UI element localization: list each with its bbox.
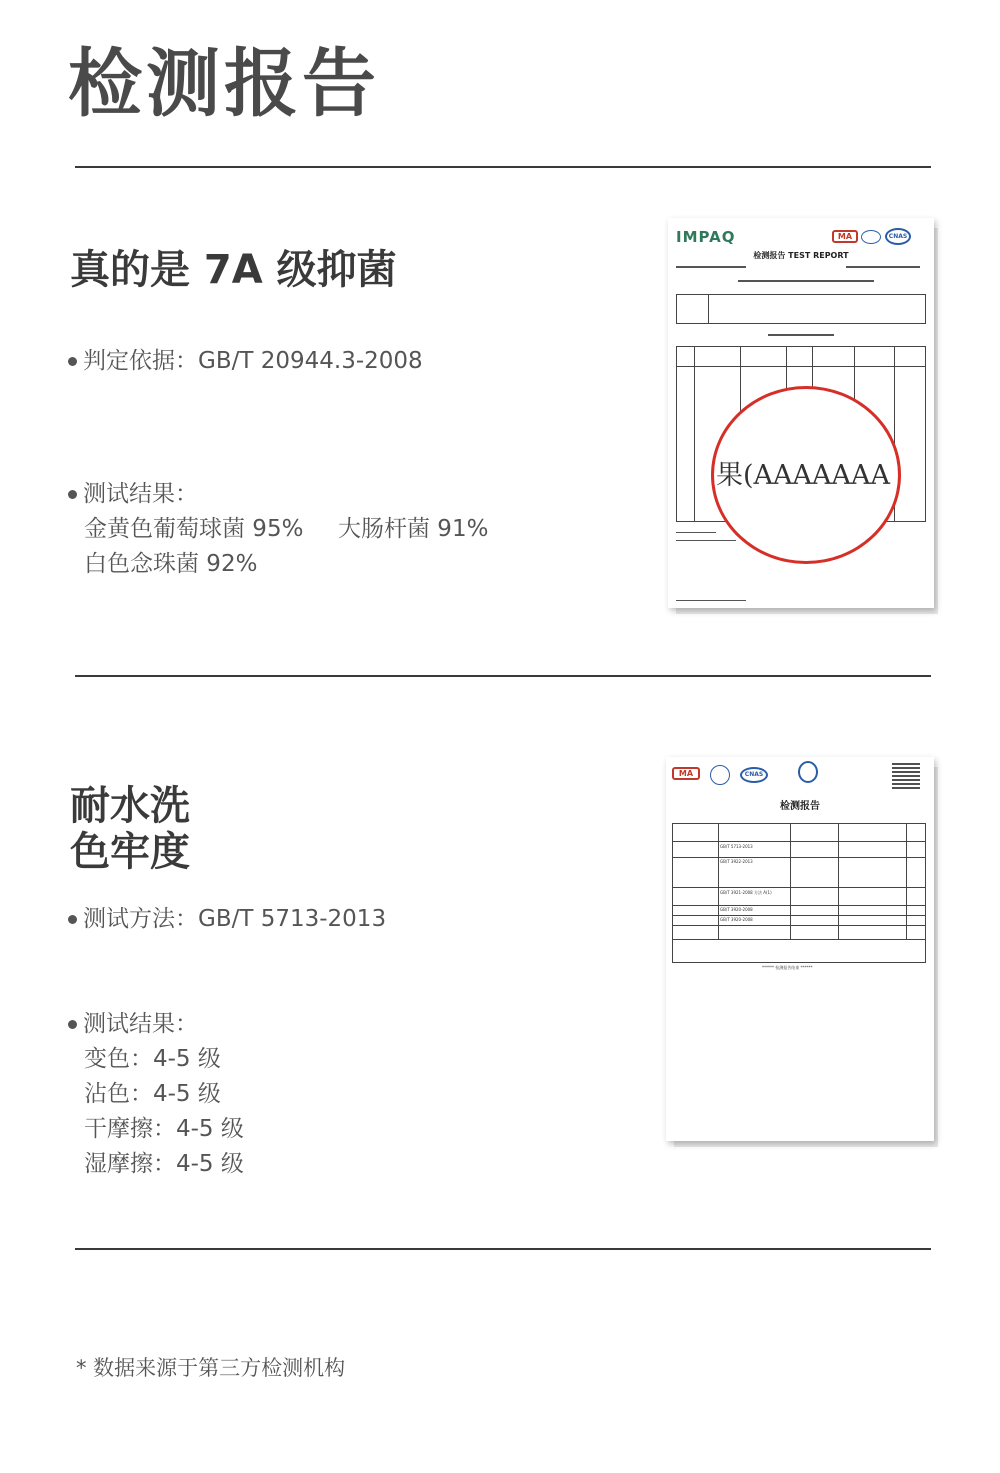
text-line <box>738 280 874 282</box>
text-line <box>676 600 746 601</box>
standard-cell: GB/T 3920-2008 <box>720 917 753 922</box>
method-text: 测试方法：GB/T 5713-2013 <box>83 906 387 932</box>
text-line <box>676 532 716 533</box>
footnote: * 数据来源于第三方检测机构 <box>76 1356 346 1380</box>
sample-table <box>676 294 926 324</box>
test-report-image-2 <box>666 757 934 1141</box>
qr-code-icon <box>892 761 920 789</box>
text-line <box>846 266 920 268</box>
section2-result-label <box>68 1011 198 1039</box>
cma-logo-icon: MA <box>832 230 858 243</box>
table-line <box>672 925 926 926</box>
report-logo: IMPAQ <box>676 228 736 246</box>
table-line <box>672 841 926 842</box>
report-heading: 检测报告 TEST REPORT <box>753 251 849 260</box>
bullet-dot <box>68 490 77 499</box>
magnified-text: 果(AAAAAAA <box>716 460 891 491</box>
cnas-logo-icon: CNAS <box>740 767 768 783</box>
table-line <box>676 366 926 367</box>
table-line <box>790 823 791 939</box>
section2-title-line1: 耐水洗 <box>70 783 190 829</box>
table-line <box>838 823 839 939</box>
result-line-1a: 金黄色葡萄球菌 95% <box>84 516 304 542</box>
standard-cell: GB/T 3921-2008 方法 A(1) <box>720 890 772 895</box>
text-line <box>676 266 746 268</box>
basis-text: 判定依据：GB/T 20944.3-2008 <box>83 348 423 374</box>
section2-method <box>68 906 386 934</box>
table-line <box>672 857 926 858</box>
table-line <box>718 823 719 939</box>
text-line <box>676 540 736 541</box>
text-line <box>768 334 834 336</box>
ilac-logo-icon <box>861 230 881 244</box>
divider <box>75 1248 931 1250</box>
section1-title: 真的是 7A 级抑菌 <box>70 247 397 293</box>
page-title: 检测报告 <box>68 41 380 127</box>
bullet-dot <box>68 915 77 924</box>
section1-result-label <box>68 481 198 509</box>
standard-cell: GB/T 3920-2008 <box>720 907 753 912</box>
seal-icon <box>798 761 818 783</box>
table-line <box>672 915 926 916</box>
divider <box>75 166 931 168</box>
divider <box>75 675 931 677</box>
result-line-1b: 大肠杆菌 91% <box>338 516 489 542</box>
cnas-logo-icon: CNAS <box>885 228 911 245</box>
ilac-logo-icon <box>710 765 730 785</box>
result-line-2: 白色念珠菌 92% <box>84 551 258 577</box>
table-line <box>708 294 709 324</box>
section2-title-line2: 色牢度 <box>70 829 190 875</box>
report-footer: ****** 检测报告结束 ****** <box>762 965 813 970</box>
results-table <box>672 823 926 963</box>
table-line <box>672 905 926 906</box>
table-line <box>672 939 926 940</box>
result-label-text: 测试结果： <box>83 1011 198 1037</box>
standard-cell: GB/T 5713-2013 <box>720 844 753 849</box>
result-label-text: 测试结果： <box>83 481 198 507</box>
standard-cell: GB/T 3922-2013 <box>720 859 753 864</box>
fastness-result: 干摩擦：4-5 级 <box>84 1116 244 1142</box>
table-line <box>694 346 695 522</box>
cma-logo-icon: MA <box>672 767 700 780</box>
bullet-dot <box>68 357 77 366</box>
section1-basis <box>68 348 423 376</box>
fastness-result: 沾色：4-5 级 <box>84 1081 221 1107</box>
bullet-dot <box>68 1020 77 1029</box>
table-line <box>672 887 926 888</box>
fastness-result: 变色：4-5 级 <box>84 1046 221 1072</box>
report-heading: 检测报告 <box>780 801 820 812</box>
fastness-result: 湿摩擦：4-5 级 <box>84 1151 244 1177</box>
table-line <box>906 823 907 939</box>
